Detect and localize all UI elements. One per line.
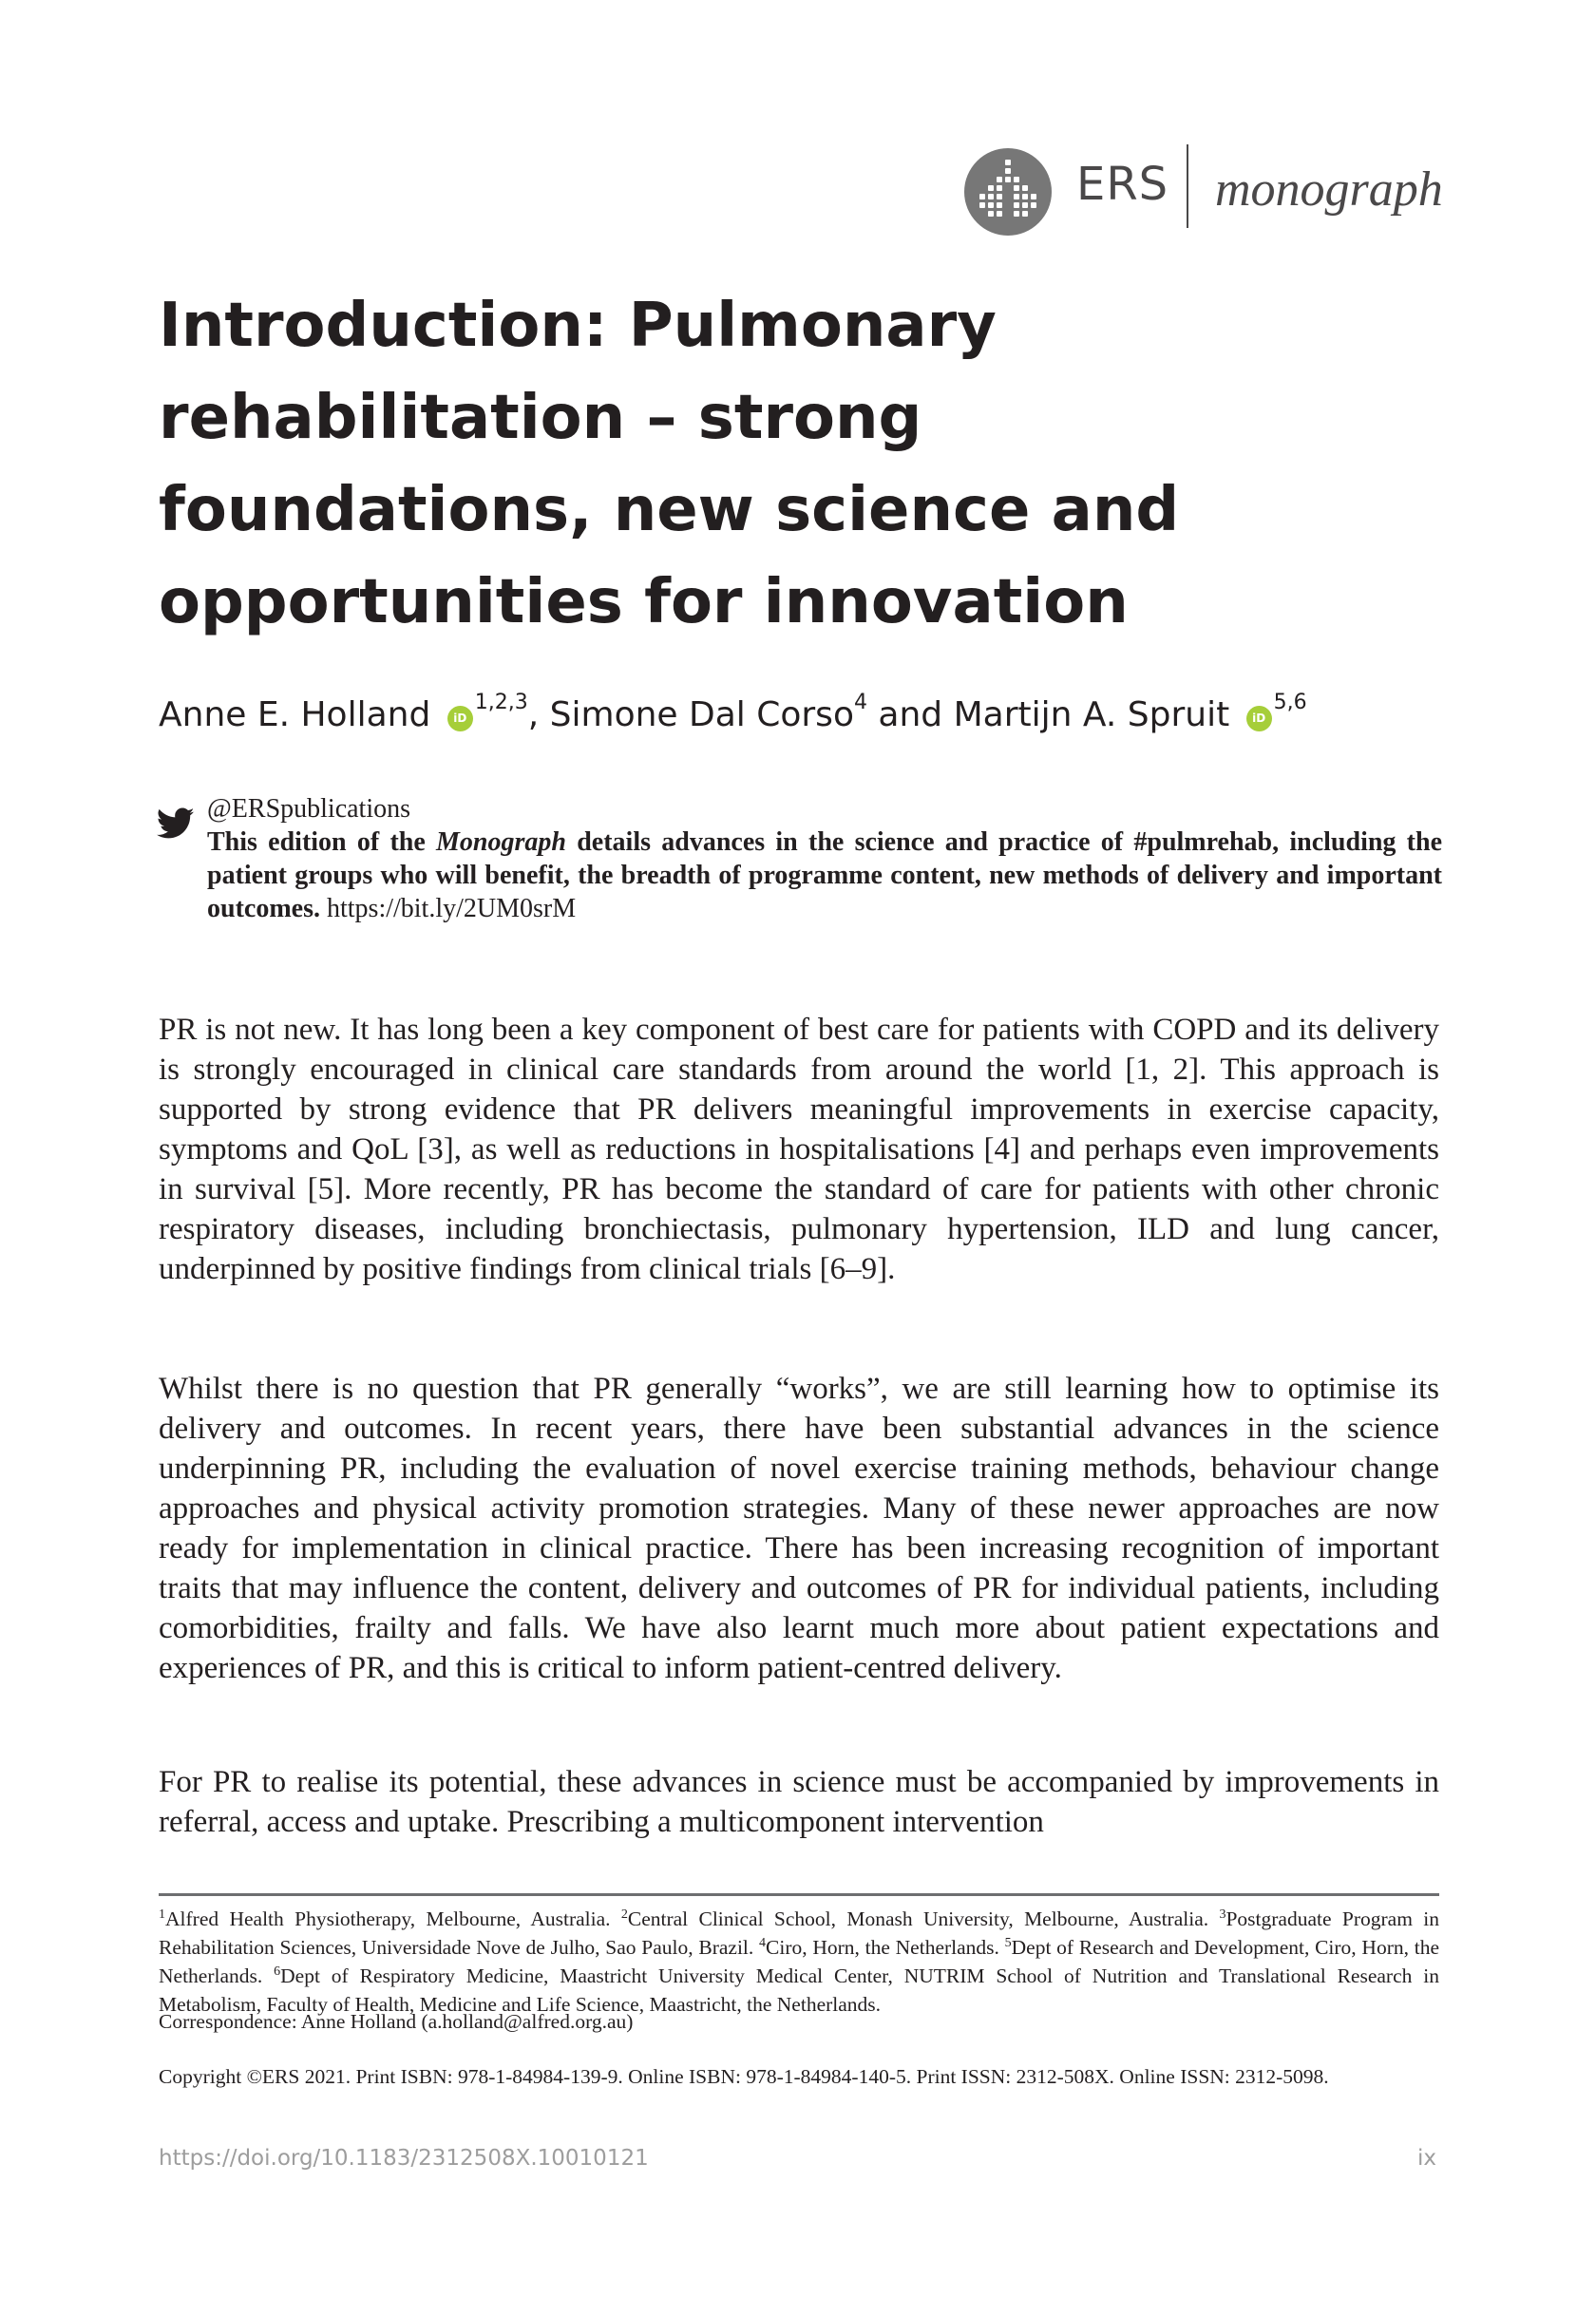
- tweet-text-part: This edition of the: [207, 827, 437, 857]
- author-name: Anne E. Holland: [159, 695, 431, 734]
- title-line: foundations, new science and: [159, 475, 1180, 545]
- affiliation-text: Alfred Health Physiotherapy, Melbourne, Australia.: [165, 1907, 621, 1930]
- author-name: Simone Dal Corso: [549, 695, 854, 734]
- tweet-text-italic: Monograph: [436, 827, 566, 857]
- affiliation-text: Ciro, Horn, the Netherlands.: [766, 1936, 1005, 1959]
- author-separator: ,: [527, 695, 550, 734]
- affiliation-number: 2: [620, 1907, 628, 1922]
- ers-monograph-logo: [964, 144, 1443, 236]
- affiliation-text: Postgraduate Program in Rehabilitation Sciences, Universidade Nove de Julho, Sao Paulo, Brazil.: [159, 1907, 1439, 1959]
- logo-ers-text: ERS: [1076, 158, 1169, 211]
- affiliation-text: Central Clinical School, Monash University, Melbourne, Australia.: [627, 1907, 1220, 1930]
- affiliation-number: 4: [759, 1935, 767, 1950]
- copyright-footnote: Copyright ©ERS 2021. Print ISBN: 978-1-84984-139-9. Online ISBN: 978-1-84984-140-5. Print ISSN: 2312-508X. Online ISSN: 2312-5098.: [159, 2065, 1329, 2088]
- author-affiliation-ref: 4: [853, 691, 867, 714]
- affiliation-number: 5: [1004, 1935, 1012, 1950]
- tweet-text: [207, 825, 1442, 925]
- page-number: ix: [1417, 2146, 1437, 2171]
- correspondence-footnote: Correspondence: Anne Holland (a.holland@alfred.org.au): [159, 2010, 634, 2033]
- tweet-link[interactable]: https://bit.ly/2UM0srM: [326, 894, 577, 923]
- tweet-text-part: details advances in the science and practice of #pulmrehab, including the patient groups who will benefit, the breadth of programme content, new methods of delivery and important outcomes.: [207, 827, 1442, 923]
- orcid-icon[interactable]: iD: [1246, 706, 1272, 731]
- affiliation-text: Dept of Research and Development, Ciro, Horn, the Netherlands.: [159, 1936, 1439, 1987]
- author-separator: and: [866, 695, 954, 734]
- author-affiliation-ref: 1,2,3: [474, 691, 528, 714]
- footnote-divider: [159, 1893, 1439, 1896]
- title-line: Introduction: Pulmonary: [159, 291, 997, 361]
- affiliation-text: Dept of Respiratory Medicine, Maastricht University Medical Center, NUTRIM School of Nutrition and Translational Research in Metabolism, Faculty of Health, Medicine and Life Science, Maastricht, the Netherlands.: [159, 1964, 1439, 2016]
- title-line: rehabilitation – strong: [159, 383, 922, 453]
- logo-divider: [1187, 144, 1188, 228]
- body-paragraph: PR is not new. It has long been a key component of best care for patients with COPD and its delivery is strongly encouraged in clinical care standards from around the world [1, 2]. This approach is supported by strong evidence that PR delivers meaningful improvements in exercise capacity, symptoms and QoL [3], as well as reductions in hospitalisations [4] and perhaps even improvements in survival [5]. More recently, PR has become the standard of care for patients with other chronic respiratory diseases, including bronchiectasis, pulmonary hypertension, ILD and lung cancer, underpinned by positive findings from clinical trials [6–9].: [159, 1013, 1439, 1286]
- author-list: [159, 691, 1470, 734]
- affiliations-footnote: [159, 1905, 1439, 2019]
- body-paragraph: Whilst there is no question that PR generally “works”, we are still learning how to optimise its delivery and outcomes. In recent years, there have been substantial advances in the science underpinning PR, including the evaluation of novel exercise training methods, behaviour change approaches and physical activity promotion strategies. Many of these newer approaches are now ready for implementation in clinical practice. There has been increasing recognition of important traits that may influence the content, delivery and outcomes of PR for individual patients, including comorbidities, frailty and falls. We have also learnt much more about patient expectations and experiences of PR, and this is critical to inform patient-centred delivery.: [159, 1372, 1439, 1685]
- tweet-handle[interactable]: @ERSpublications: [207, 794, 411, 824]
- affiliation-number: 6: [274, 1964, 281, 1979]
- title-line: opportunities for innovation: [159, 567, 1129, 637]
- twitter-bird-icon: [157, 807, 195, 840]
- doi-link[interactable]: https://doi.org/10.1183/2312508X.10010121: [159, 2146, 649, 2171]
- body-paragraph: For PR to realise its potential, these advances in science must be accompanied by improvements in referral, access and uptake. Prescribing a multicomponent intervention: [159, 1765, 1439, 1839]
- orcid-icon[interactable]: iD: [447, 706, 473, 731]
- author-affiliation-ref: 5,6: [1273, 691, 1307, 714]
- tweet-block: [207, 792, 1442, 925]
- affiliation-number: 1: [159, 1907, 165, 1922]
- ers-lungs-logo-icon: [964, 148, 1052, 236]
- article-title: [159, 280, 1470, 649]
- affiliation-number: 3: [1219, 1907, 1226, 1922]
- logo-monograph-text: monograph: [1215, 162, 1443, 217]
- author-name: Martijn A. Spruit: [953, 695, 1230, 734]
